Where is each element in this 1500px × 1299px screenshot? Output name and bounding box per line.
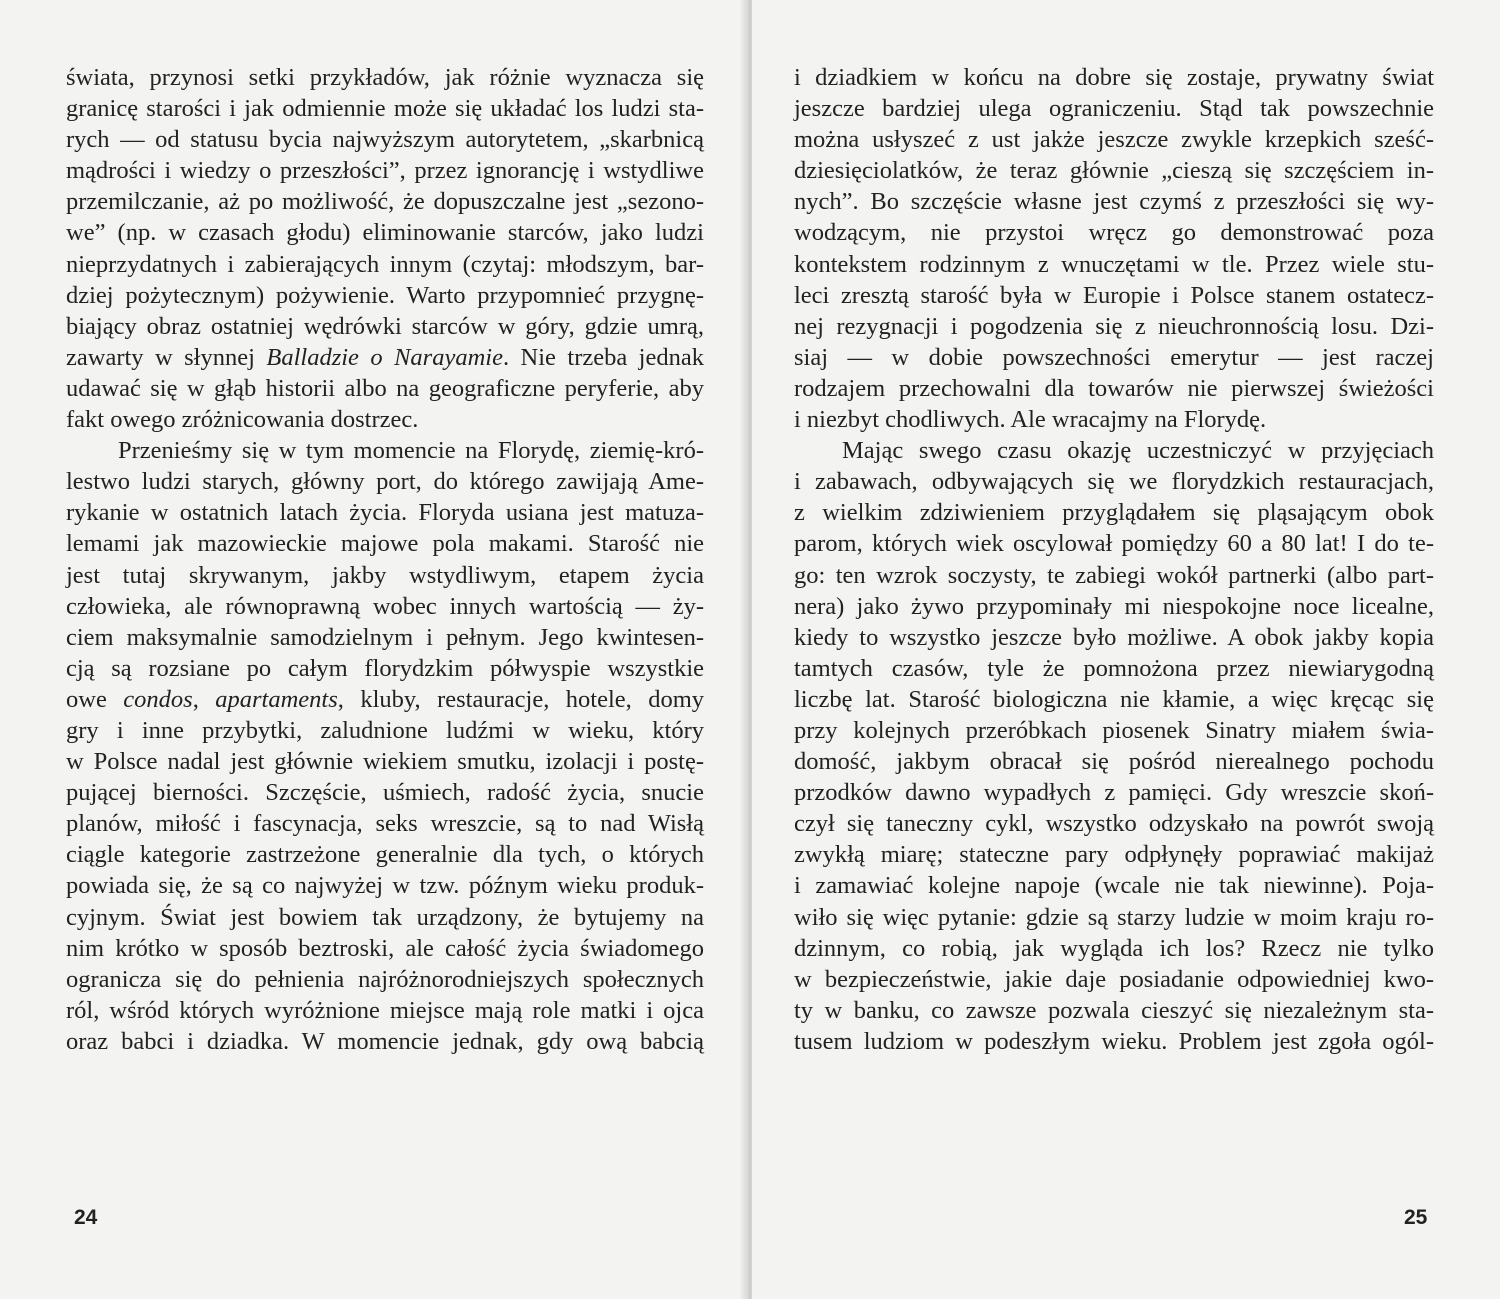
text-line: dzinnym, co robią, jak wygląda ich los? Rzecz nie tylko <box>794 934 1434 962</box>
text-line: ty w banku, co zawsze pozwala cieszyć się niezależnym sta- <box>794 996 1434 1024</box>
text-line: lemami jak mazowieckie majowe pola makami. Starość nie <box>66 530 704 558</box>
text-line: przodków dawno wypadłych z pamięci. Gdy wreszcie skoń- <box>794 779 1434 807</box>
text-line: go: ten wzrok soczysty, te zabiegi wokół partnerki (albo part- <box>794 561 1434 589</box>
left-page <box>0 0 748 1299</box>
text-line: nych”. Bo szczęście własne jest czymś z przeszłości się wy- <box>794 188 1434 216</box>
text-segment: , <box>192 685 216 713</box>
text-line: siaj — w dobie powszechności emerytur — jest raczej <box>794 343 1434 371</box>
text-line: ogranicza się do pełnienia najróżnorodniejszych społecznych <box>66 965 704 993</box>
text-line: dziesięciolatków, że teraz głównie „cieszą się szczęściem in- <box>794 157 1434 185</box>
text-line: gry i inne przybytki, zaludnione ludźmi w wieku, który <box>66 716 704 744</box>
text-line: i zabawach, odbywających się we florydzkich restauracjach, <box>794 468 1434 496</box>
text-line: cyjnym. Świat jest bowiem tak urządzony, że bytujemy na <box>66 903 704 931</box>
text-line: wiło się więc pytanie: gdzie są starzy ludzie w moim kraju ro- <box>794 903 1434 931</box>
right-page <box>752 0 1500 1299</box>
text-line: biający obraz ostatniej wędrówki starców w góry, gdzie umrą, <box>66 312 704 340</box>
text-line: Mając swego czasu okazję uczestniczyć w przyjęciach <box>842 437 1434 465</box>
text-line: rykanie w ostatnich latach życia. Floryda usiana jest matuza- <box>66 499 704 527</box>
text-line: nieprzydatnych i zabierających innym (czytaj: młodszym, bar- <box>66 250 704 278</box>
text-line: planów, miłość i fascynacja, seks wreszcie, są to nad Wisłą <box>66 810 704 838</box>
text-segment: owe <box>66 685 124 713</box>
text-line: rodzajem przechowalni dla towarów nie pierwszej świeżości <box>794 374 1434 402</box>
text-line: liczbę lat. Starość biologiczna nie kłamie, a więc kręcąc się <box>794 685 1434 713</box>
text-line: Przenieśmy się w tym momencie na Florydę, ziemię-kró- <box>118 437 704 465</box>
text-line: zwykłą miarę; stateczne pary odpłynęły poprawiać makijaż <box>794 841 1434 869</box>
text-segment: , kluby, restauracje, hotele, domy <box>337 685 704 713</box>
text-line: pującej bierności. Szczęście, uśmiech, radość życia, snucie <box>66 779 704 807</box>
text-line: przemilczanie, aż po możliwość, że dopuszczalne jest „sezono- <box>66 188 704 216</box>
text-line: parom, których wiek oscylował pomiędzy 60 a 80 lat! I do te- <box>794 530 1434 558</box>
text-line: i niezbyt chodliwych. Ale wracajmy na Florydę. <box>794 406 1267 434</box>
text-line: przy kolejnych przeróbkach piosenek Sinatry miałem świa- <box>794 716 1434 744</box>
text-line: ciem maksymalnie samodzielnym i pełnym. Jego kwintesen- <box>66 623 704 651</box>
text-line: czył się taneczny cykl, wszystko odzyskało na powrót swoją <box>794 810 1434 838</box>
text-line: człowieka, ale równoprawną wobec innych wartością — ży- <box>66 592 704 620</box>
text-line: cją są rozsiane po całym florydzkim półwyspie wszystkie <box>66 654 704 682</box>
text-line: udawać się w głąb historii albo na geograficzne peryferie, aby <box>66 374 704 402</box>
book-title: Balladzie o Narayamie <box>266 343 503 371</box>
text-line: jeszcze bardziej ulega ograniczeniu. Stąd tak powszechnie <box>794 95 1434 123</box>
text-line: kiedy to wszystko jeszcze było możliwe. A obok jakby kopia <box>794 623 1434 651</box>
text-line: z wielkim zdziwieniem przyglądałem się pląsającym obok <box>794 499 1434 527</box>
text-segment: zawarty w słynnej <box>66 343 267 371</box>
text-line: lestwo ludzi starych, główny port, do którego zawijają Ame- <box>66 468 704 496</box>
foreign-term: apartaments <box>215 685 338 713</box>
text-line: domość, jakbym obracał się pośród nierealnego pochodu <box>794 748 1434 776</box>
text-line: ról, wśród których wyróżnione miejsce mają role matki i ojca <box>66 996 704 1024</box>
text-line: w bezpieczeństwie, jakie daje posiadanie odpowiedniej kwo- <box>794 965 1434 993</box>
text-line: i zamawiać kolejne napoje (wcale nie tak niewinne). Poja- <box>794 872 1434 900</box>
text-line: powiada się, że są co najwyżej w tzw. późnym wieku produk- <box>66 872 704 900</box>
text-line <box>66 684 704 715</box>
text-line: oraz babci i dziadka. W momencie jednak, gdy ową babcią <box>66 1027 704 1055</box>
text-line: i dziadkiem w końcu na dobre się zostaje, prywatny świat <box>794 64 1434 91</box>
page-number: 25 <box>1404 1206 1428 1229</box>
text-line: świata, przynosi setki przykładów, jak różnie wyznacza się <box>66 64 704 91</box>
text-line: dziej pożytecznym) pożywienie. Warto przypomnieć przygnę- <box>66 281 704 309</box>
text-line: nera) jako żywo przypominały mi niespokojne noce licealne, <box>794 592 1434 620</box>
right-page-text <box>794 62 1434 1057</box>
text-line: jest tutaj skrywanym, jakby wstydliwym, etapem życia <box>66 561 704 589</box>
text-line: nim krótko w sposób beztroski, ale całość życia świadomego <box>66 934 704 962</box>
text-line: leci zresztą starość była w Europie i Polsce stanem ostatecz- <box>794 281 1434 309</box>
text-line: mądrości i wiedzy o przeszłości”, przez ignorancję i wstydliwe <box>66 157 704 185</box>
text-line: tusem ludziom w podeszłym wieku. Problem jest zgoła ogól- <box>794 1027 1434 1055</box>
text-line: można usłyszeć z ust jakże jeszcze zwykle krzepkich sześć- <box>794 126 1434 154</box>
left-page-text <box>66 62 704 1057</box>
text-line: fakt owego zróżnicowania dostrzec. <box>66 406 419 434</box>
text-line: nej rezygnacji i pogodzenia się z nieuchronnością losu. Dzi- <box>794 312 1434 340</box>
foreign-term: condos <box>123 685 193 713</box>
text-line: ciągle kategorie zastrzeżone generalnie dla tych, o których <box>66 841 704 869</box>
text-line: wodzącym, nie przystoi wręcz go demonstrować poza <box>794 219 1434 247</box>
text-line: rych — od statusu bycia najwyższym autorytetem, „skarbnicą <box>66 126 704 154</box>
text-line: w Polsce nadal jest głównie wiekiem smutku, izolacji i postę- <box>66 748 704 776</box>
text-line: granicę starości i jak odmiennie może się układać los ludzi sta- <box>66 95 704 123</box>
text-line: we” (np. w czasach głodu) eliminowanie starców, jako ludzi <box>66 219 704 247</box>
page-number: 24 <box>74 1206 98 1229</box>
text-line: tamtych czasów, tyle że pomnożona przez niewiarygodną <box>794 654 1434 682</box>
text-line <box>66 342 704 373</box>
text-segment: . Nie trzeba jednak <box>502 343 704 371</box>
text-line: kontekstem rodzinnym z wnuczętami w tle. Przez wiele stu- <box>794 250 1434 278</box>
